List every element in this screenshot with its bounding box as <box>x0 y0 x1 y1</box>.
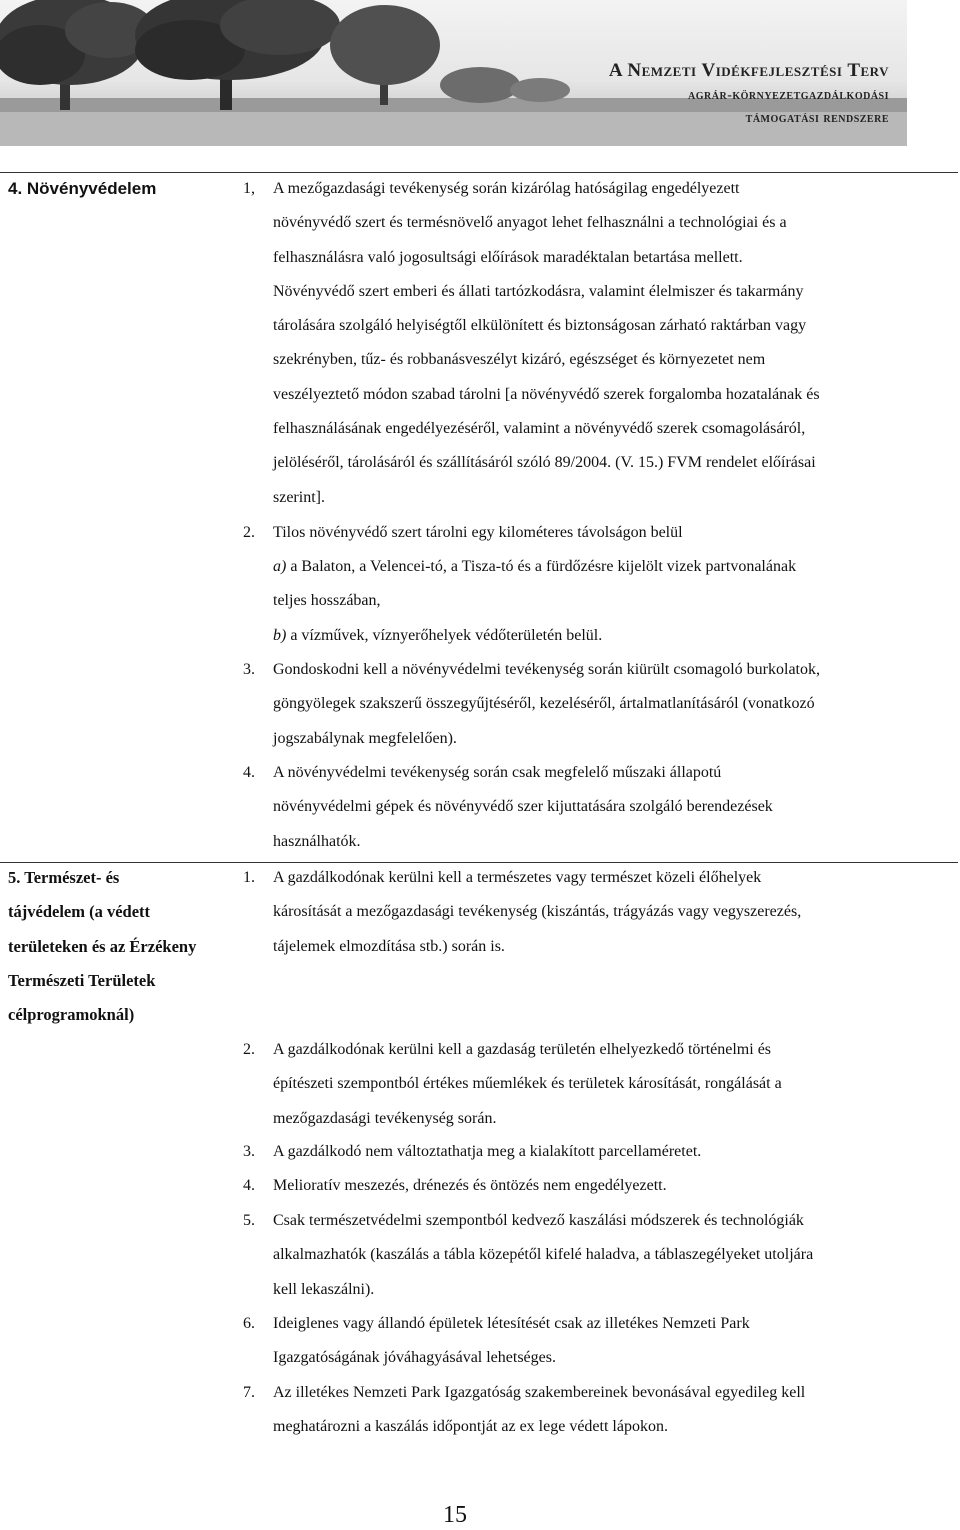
section-4-category: 4. Növényvédelem <box>8 179 157 198</box>
item-text: Melioratív meszezés, drénezés és öntözés nem engedélyezett. <box>273 1177 667 1194</box>
item-text: Tilos növényvédő szert tárolni egy kilométeres távolságon belül <box>273 524 683 541</box>
item-text: Gondoskodni kell a növényvédelmi tevékenység során kiürült csomagoló burkolatok, göngyölegek szakszerű összegyűjtéséről, kezeléséről, ártalmatlanításáról (vonatkozó jogszabálynak megfelelően). <box>273 661 820 747</box>
section-5-category-text: 5. Természet- és tájvédelem (a védett területeken és az Érzékeny Természeti Területek célprogramoknál) <box>8 868 197 1025</box>
item-text: A gazdálkodó nem változtathatja meg a kialakított parcellaméretet. <box>273 1143 702 1160</box>
sub-item-a-label: a) <box>273 558 287 575</box>
item-number: 3. <box>243 661 255 678</box>
item-number: 7. <box>243 1384 255 1401</box>
item-number: 1, <box>243 180 255 197</box>
header-title: A Nemzeti Vidékfejlesztési Terv <box>608 60 889 81</box>
sub-item-b-text: a vízművek, víznyerőhelyek védőterületén belül. <box>286 627 603 644</box>
item-text: A gazdálkodónak kerülni kell a gazdaság területén elhelyezkedő történelmi és építészeti szempontból értékes műemlékek és területek károsítását, rongálását a mezőgazdasági tevékenység során. <box>273 1041 782 1127</box>
item-number: 4. <box>243 1177 255 1194</box>
header-banner <box>0 0 907 146</box>
sub-item-a-text: a Balaton, a Velencei-tó, a Tisza-tó és a fürdőzésre kijelölt vizek partvonalának teljes hosszában, <box>273 558 797 610</box>
header-subtitle-2: támogatási rendszere <box>745 111 889 126</box>
sub-item-b <box>273 619 960 653</box>
item-text: A gazdálkodónak kerülni kell a természetes vagy természet közeli élőhelyek károsítását a mezőgazdasági tevékenység (kiszántás, trágyázás vagy vegyszerezés, tájelemek elmozdítása stb.) során is. <box>273 869 802 955</box>
item-number: 5. <box>243 1212 255 1229</box>
item-text: Ideiglenes vagy állandó épületek létesítését csak az illetékes Nemzeti Park Igazgatóságának jóváhagyásával lehetséges. <box>273 1315 750 1367</box>
item-number: 2. <box>243 524 255 541</box>
page-number: 15 <box>443 1502 467 1528</box>
item-text: Csak természetvédelmi szempontból kedvező kaszálási módszerek és technológiák alkalmazhatók (kaszálás a tábla közepétől kifelé haladva, a táblaszegélyeket utoljára kell lekaszálni). <box>273 1212 814 1298</box>
item-text: A növényvédelmi tevékenység során csak megfelelő műszaki állapotú növényvédelmi gépek és növényvédő szer kijuttatására szolgáló berendezések használhatók. <box>273 764 773 850</box>
item-number: 4. <box>243 764 255 781</box>
item-text: A mezőgazdasági tevékenység során kizárólag hatóságilag engedélyezett növényvédő szert és termésnövelő anyagot lehet felhasználni a technológiai és a felhasználásra való jogosultsági előírások maradéktalan betartása mellett. Növényvédő szert emberi és állati tartózkodásra, valamint élelmiszer és takarmány tárolására szolgáló helyiségtől elkülönített és biztonságosan zárható raktárban vagy szekrényben, tűz- és robbanásveszélyt kizáró, egészséget és környezetet nem veszélyeztető módon szabad tárolni [a növényvédő szerek forgalomba hozatalának és felhasználásának engedélyezéséről, valamint a növényvédő szerek csomagolásáról, jelöléséről, tárolásáról és szállításáról szóló 89/2004. (V. 15.) FVM rendelet előírásai szerint]. <box>273 180 820 506</box>
sub-item-b-label: b) <box>273 627 287 644</box>
item-number: 1. <box>243 869 255 886</box>
header-subtitle-1: agrár-környezetgazdálkodási <box>688 88 889 103</box>
section-5-category <box>8 861 238 1032</box>
item-number: 3. <box>243 1143 255 1160</box>
sub-item-a <box>273 550 960 619</box>
item-text: Az illetékes Nemzeti Park Igazgatóság szakembereinek bevonásával egyedileg kell meghatározni a kaszálás időpontját az ex lege védett lápokon. <box>273 1384 806 1436</box>
item-number: 6. <box>243 1315 255 1332</box>
item-number: 2. <box>243 1041 255 1058</box>
